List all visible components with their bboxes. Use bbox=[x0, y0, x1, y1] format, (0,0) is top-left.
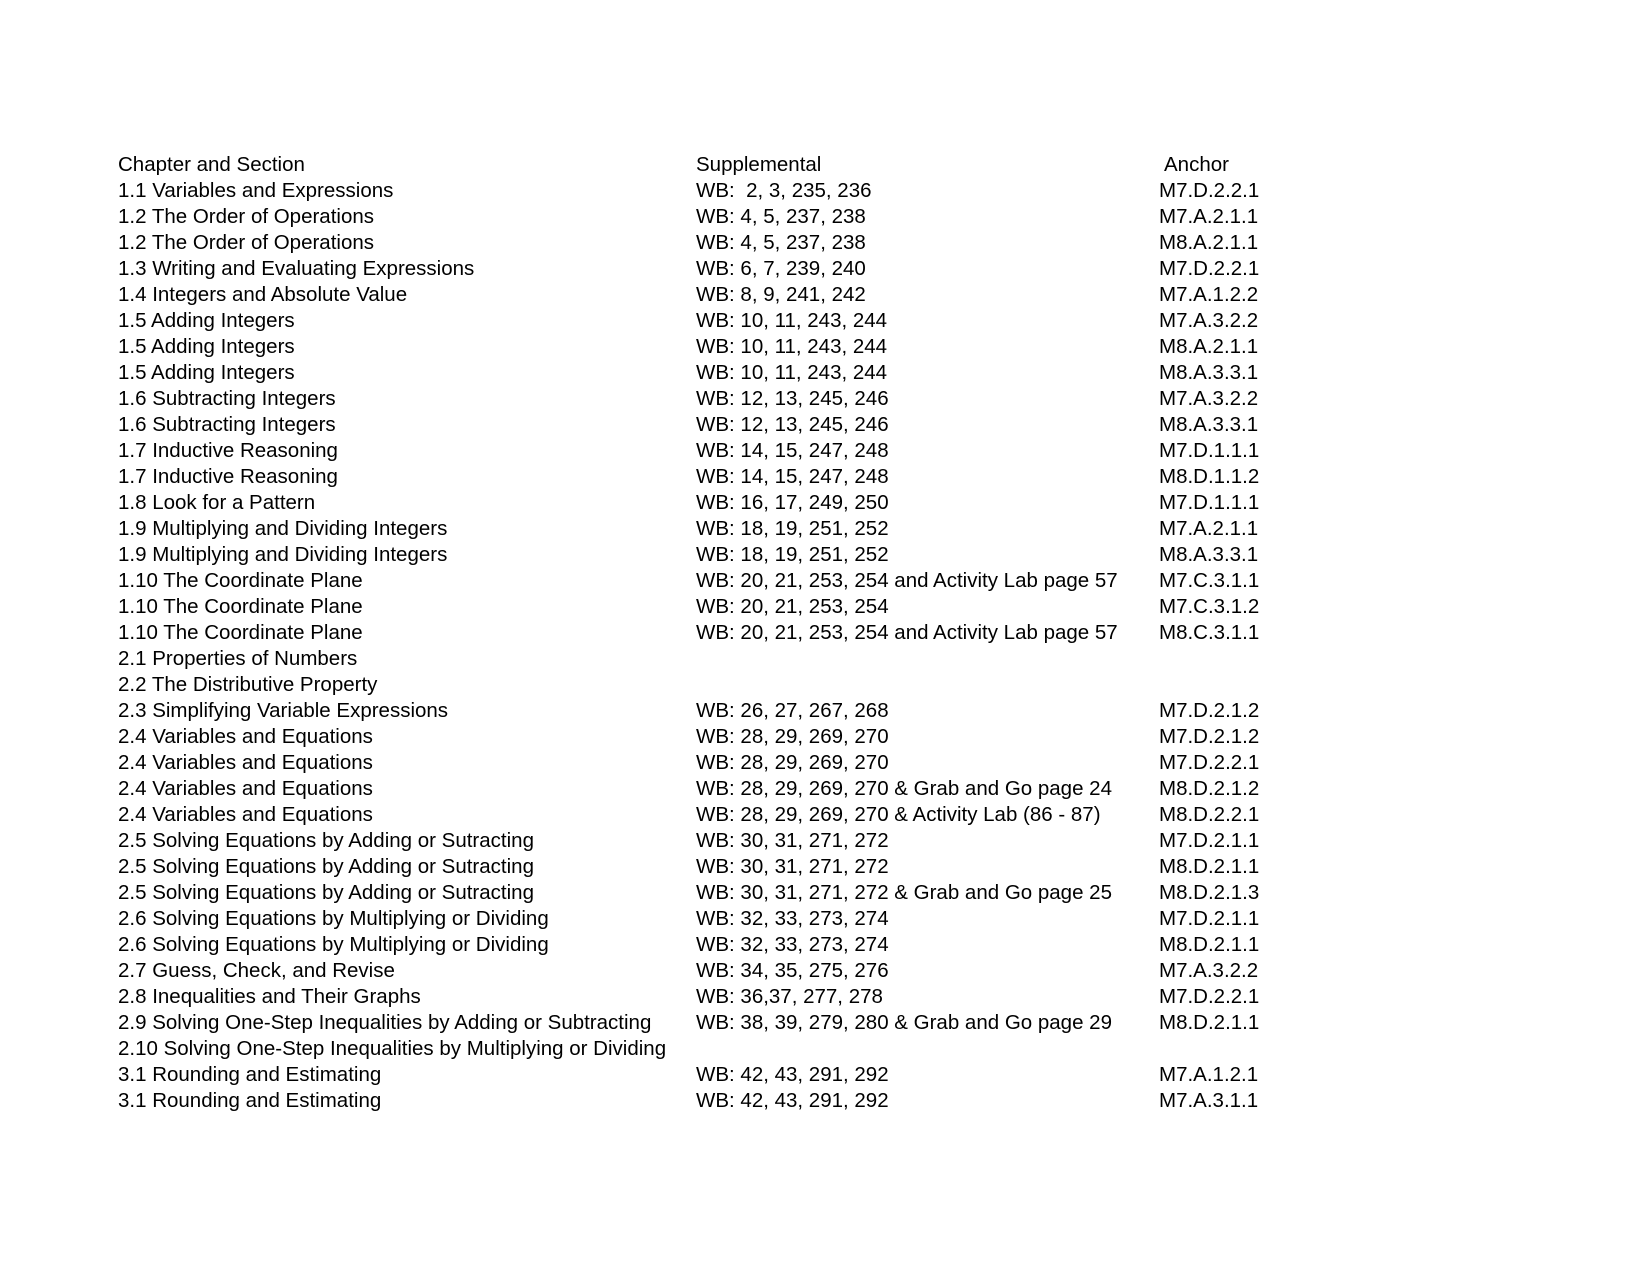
section-cell: 2.8 Inequalities and Their Graphs bbox=[118, 985, 421, 1008]
anchor-cell: M8.D.2.1.1 bbox=[1159, 933, 1260, 956]
section-cell: 1.6 Subtracting Integers bbox=[118, 387, 336, 410]
supplemental-cell: WB: 10, 11, 243, 244 bbox=[696, 309, 888, 332]
supplemental-cell: WB: 30, 31, 271, 272 bbox=[696, 855, 889, 878]
section-cell: 1.10 The Coordinate Plane bbox=[118, 569, 363, 592]
table-row bbox=[118, 256, 1518, 282]
table-row bbox=[118, 1010, 1518, 1036]
anchor-cell: M7.D.2.1.2 bbox=[1159, 699, 1260, 722]
anchor-cell: M7.D.2.1.1 bbox=[1159, 829, 1260, 852]
section-cell: 1.5 Adding Integers bbox=[118, 335, 295, 358]
anchor-cell: M7.A.2.1.1 bbox=[1159, 205, 1259, 228]
table-row bbox=[118, 1062, 1518, 1088]
section-cell: 2.1 Properties of Numbers bbox=[118, 647, 358, 670]
section-cell: 2.5 Solving Equations by Adding or Sutracting bbox=[118, 829, 534, 852]
table-row bbox=[118, 464, 1518, 490]
supplemental-cell: WB: 18, 19, 251, 252 bbox=[696, 543, 889, 566]
section-cell: 1.7 Inductive Reasoning bbox=[118, 439, 338, 462]
supplemental-cell: WB: 34, 35, 275, 276 bbox=[696, 959, 889, 982]
anchor-cell: M7.A.3.2.2 bbox=[1159, 387, 1259, 410]
supplemental-cell: WB: 12, 13, 245, 246 bbox=[696, 413, 889, 436]
table-body bbox=[118, 178, 1518, 1114]
table-row bbox=[118, 360, 1518, 386]
supplemental-cell: WB: 36,37, 277, 278 bbox=[696, 985, 883, 1008]
anchor-cell: M8.C.3.1.1 bbox=[1159, 621, 1260, 644]
section-cell: 2.7 Guess, Check, and Revise bbox=[118, 959, 395, 982]
supplemental-cell: WB: 30, 31, 271, 272 & Grab and Go page 25 bbox=[696, 881, 1112, 904]
section-cell: 2.5 Solving Equations by Adding or Sutracting bbox=[118, 881, 534, 904]
anchor-cell: M8.A.3.3.1 bbox=[1159, 361, 1259, 384]
table-row bbox=[118, 932, 1518, 958]
section-cell: 3.1 Rounding and Estimating bbox=[118, 1063, 382, 1086]
table-row bbox=[118, 802, 1518, 828]
header-chapter-section: Chapter and Section bbox=[118, 153, 305, 176]
anchor-cell: M8.A.2.1.1 bbox=[1159, 335, 1259, 358]
supplemental-cell: WB: 8, 9, 241, 242 bbox=[696, 283, 866, 306]
section-cell: 1.6 Subtracting Integers bbox=[118, 413, 336, 436]
supplemental-cell: WB: 6, 7, 239, 240 bbox=[696, 257, 866, 280]
section-cell: 2.4 Variables and Equations bbox=[118, 777, 373, 800]
table-row bbox=[118, 880, 1518, 906]
anchor-cell: M8.D.2.1.1 bbox=[1159, 855, 1260, 878]
table-row bbox=[118, 828, 1518, 854]
anchor-cell: M7.A.3.1.1 bbox=[1159, 1089, 1259, 1112]
supplemental-cell: WB: 28, 29, 269, 270 bbox=[696, 725, 889, 748]
supplemental-cell: WB: 32, 33, 273, 274 bbox=[696, 907, 889, 930]
table-row bbox=[118, 776, 1518, 802]
section-cell: 2.4 Variables and Equations bbox=[118, 803, 373, 826]
anchor-cell: M7.D.1.1.1 bbox=[1159, 491, 1260, 514]
anchor-cell: M7.D.2.1.2 bbox=[1159, 725, 1260, 748]
table-row bbox=[118, 542, 1518, 568]
table-row bbox=[118, 568, 1518, 594]
supplemental-cell: WB: 28, 29, 269, 270 & Activity Lab (86 - 87) bbox=[696, 803, 1101, 826]
section-cell: 2.9 Solving One-Step Inequalities by Adding or Subtracting bbox=[118, 1011, 652, 1034]
anchor-cell: M7.D.2.1.1 bbox=[1159, 907, 1260, 930]
supplemental-cell: WB: 42, 43, 291, 292 bbox=[696, 1089, 889, 1112]
anchor-cell: M8.A.2.1.1 bbox=[1159, 231, 1259, 254]
section-cell: 1.7 Inductive Reasoning bbox=[118, 465, 338, 488]
supplemental-cell: WB: 14, 15, 247, 248 bbox=[696, 439, 889, 462]
section-cell: 1.5 Adding Integers bbox=[118, 309, 295, 332]
table-row bbox=[118, 1088, 1518, 1114]
table-row bbox=[118, 958, 1518, 984]
section-cell: 1.3 Writing and Evaluating Expressions bbox=[118, 257, 475, 280]
header-supplemental: Supplemental bbox=[696, 153, 822, 176]
section-cell: 1.9 Multiplying and Dividing Integers bbox=[118, 543, 448, 566]
anchor-cell: M8.D.2.2.1 bbox=[1159, 803, 1260, 826]
table-row bbox=[118, 750, 1518, 776]
table-row bbox=[118, 412, 1518, 438]
anchor-cell: M7.A.3.2.2 bbox=[1159, 309, 1259, 332]
anchor-cell: M8.D.2.1.2 bbox=[1159, 777, 1260, 800]
section-cell: 1.5 Adding Integers bbox=[118, 361, 295, 384]
table-row bbox=[118, 854, 1518, 880]
section-cell: 2.6 Solving Equations by Multiplying or Dividing bbox=[118, 907, 549, 930]
table-row bbox=[118, 282, 1518, 308]
supplemental-cell: WB: 10, 11, 243, 244 bbox=[696, 361, 888, 384]
section-cell: 2.2 The Distributive Property bbox=[118, 673, 378, 696]
supplemental-cell: WB: 26, 27, 267, 268 bbox=[696, 699, 889, 722]
supplemental-cell: WB: 16, 17, 249, 250 bbox=[696, 491, 889, 514]
section-cell: 1.4 Integers and Absolute Value bbox=[118, 283, 408, 306]
table-row bbox=[118, 230, 1518, 256]
anchor-cell: M8.A.3.3.1 bbox=[1159, 543, 1259, 566]
supplemental-cell: WB: 28, 29, 269, 270 & Grab and Go page 24 bbox=[696, 777, 1112, 800]
anchor-cell: M7.A.2.1.1 bbox=[1159, 517, 1259, 540]
curriculum-table bbox=[118, 152, 1518, 1114]
section-cell: 2.4 Variables and Equations bbox=[118, 751, 373, 774]
anchor-cell: M7.D.2.2.1 bbox=[1159, 179, 1260, 202]
anchor-cell: M7.A.3.2.2 bbox=[1159, 959, 1259, 982]
section-cell: 2.3 Simplifying Variable Expressions bbox=[118, 699, 449, 722]
header-anchor: Anchor bbox=[1164, 153, 1229, 176]
supplemental-cell: WB: 28, 29, 269, 270 bbox=[696, 751, 889, 774]
section-cell: 1.2 The Order of Operations bbox=[118, 205, 375, 228]
supplemental-cell: WB: 20, 21, 253, 254 and Activity Lab page 57 bbox=[696, 569, 1118, 592]
section-cell: 1.1 Variables and Expressions bbox=[118, 179, 394, 202]
table-row bbox=[118, 698, 1518, 724]
table-row bbox=[118, 724, 1518, 750]
table-row bbox=[118, 204, 1518, 230]
anchor-cell: M7.D.2.2.1 bbox=[1159, 257, 1260, 280]
anchor-cell: M7.A.1.2.2 bbox=[1159, 283, 1259, 306]
section-cell: 1.8 Look for a Pattern bbox=[118, 491, 316, 514]
section-cell: 2.6 Solving Equations by Multiplying or Dividing bbox=[118, 933, 549, 956]
section-cell: 2.4 Variables and Equations bbox=[118, 725, 373, 748]
anchor-cell: M7.C.3.1.2 bbox=[1159, 595, 1260, 618]
anchor-cell: M7.D.2.2.1 bbox=[1159, 985, 1260, 1008]
supplemental-cell: WB: 32, 33, 273, 274 bbox=[696, 933, 889, 956]
table-row bbox=[118, 646, 1518, 672]
table-row bbox=[118, 620, 1518, 646]
anchor-cell: M7.A.1.2.1 bbox=[1159, 1063, 1259, 1086]
section-cell: 1.10 The Coordinate Plane bbox=[118, 621, 363, 644]
anchor-cell: M7.D.1.1.1 bbox=[1159, 439, 1260, 462]
table-row bbox=[118, 1036, 1518, 1062]
anchor-cell: M7.C.3.1.1 bbox=[1159, 569, 1260, 592]
supplemental-cell: WB: 42, 43, 291, 292 bbox=[696, 1063, 889, 1086]
supplemental-cell: WB: 20, 21, 253, 254 and Activity Lab page 57 bbox=[696, 621, 1118, 644]
supplemental-cell: WB: 10, 11, 243, 244 bbox=[696, 335, 888, 358]
table-row bbox=[118, 906, 1518, 932]
anchor-cell: M7.D.2.2.1 bbox=[1159, 751, 1260, 774]
table-row bbox=[118, 438, 1518, 464]
table-row bbox=[118, 308, 1518, 334]
table-row bbox=[118, 672, 1518, 698]
supplemental-cell: WB: 14, 15, 247, 248 bbox=[696, 465, 889, 488]
supplemental-cell: WB: 2, 3, 235, 236 bbox=[696, 179, 872, 202]
section-cell: 1.9 Multiplying and Dividing Integers bbox=[118, 517, 448, 540]
table-row bbox=[118, 178, 1518, 204]
section-cell: 2.10 Solving One-Step Inequalities by Multiplying or Dividing bbox=[118, 1037, 667, 1060]
supplemental-cell: WB: 38, 39, 279, 280 & Grab and Go page 29 bbox=[696, 1011, 1112, 1034]
table-header-row bbox=[118, 152, 1518, 178]
table-row bbox=[118, 594, 1518, 620]
anchor-cell: M8.D.2.1.1 bbox=[1159, 1011, 1260, 1034]
section-cell: 3.1 Rounding and Estimating bbox=[118, 1089, 382, 1112]
table-row bbox=[118, 334, 1518, 360]
anchor-cell: M8.D.2.1.3 bbox=[1159, 881, 1260, 904]
supplemental-cell: WB: 30, 31, 271, 272 bbox=[696, 829, 889, 852]
supplemental-cell: WB: 20, 21, 253, 254 bbox=[696, 595, 889, 618]
supplemental-cell: WB: 4, 5, 237, 238 bbox=[696, 205, 866, 228]
anchor-cell: M8.A.3.3.1 bbox=[1159, 413, 1259, 436]
supplemental-cell: WB: 12, 13, 245, 246 bbox=[696, 387, 889, 410]
supplemental-cell: WB: 4, 5, 237, 238 bbox=[696, 231, 866, 254]
section-cell: 2.5 Solving Equations by Adding or Sutracting bbox=[118, 855, 534, 878]
section-cell: 1.10 The Coordinate Plane bbox=[118, 595, 363, 618]
supplemental-cell: WB: 18, 19, 251, 252 bbox=[696, 517, 889, 540]
table-row bbox=[118, 984, 1518, 1010]
anchor-cell: M8.D.1.1.2 bbox=[1159, 465, 1260, 488]
table-row bbox=[118, 516, 1518, 542]
table-row bbox=[118, 490, 1518, 516]
table-row bbox=[118, 386, 1518, 412]
section-cell: 1.2 The Order of Operations bbox=[118, 231, 375, 254]
